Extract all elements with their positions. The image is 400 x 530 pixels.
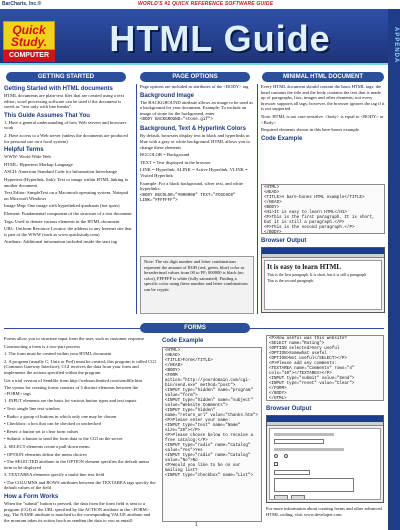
code-line: <INPUT type="submit" value="Send">	[269, 377, 355, 381]
heading-how-form-works: How a Form Works	[4, 494, 59, 501]
browser-page	[264, 260, 382, 310]
code-line: </BODY>	[269, 392, 287, 396]
page-options-column	[140, 84, 254, 254]
code-line: <OPTION>Somewhat useful	[269, 352, 327, 356]
browser-toolbar	[262, 254, 384, 258]
code-line: <P>This is the second paragraph.</P>	[264, 226, 355, 230]
paragraph: Constructing a form is a two-part process	[4, 343, 81, 349]
code-line: <P>Would you like to be on our mailing list?	[165, 464, 241, 473]
list-subitem: • Radio: a group of buttons in which only one may be chosen	[4, 413, 117, 419]
browser-toolbar	[267, 422, 383, 426]
code-line: <INPUT type="radio" name="Catalog" value="No">No	[165, 454, 251, 463]
forms-footer	[266, 506, 384, 522]
code-line: <INPUT type="text" name="Name" size="20"></P>	[165, 424, 241, 433]
heading-browser-output: Browser Output	[261, 238, 307, 244]
form-browser-window	[266, 415, 384, 503]
section-page-options: PAGE OPTIONS	[140, 72, 250, 82]
term: Image Map: One image with hyperlinked quadrants (hot spots)	[4, 203, 120, 209]
paragraph: Every HTML document should contain the basic HTML tags: the head contains the title and the body contains the text that is made up of paragraphs, lists, images and other elements; not every browser supports all tags; however, the browser ignores the tag if it is not supported	[261, 84, 385, 112]
code-line: <OPTION>Not useful</SELECT></P>	[269, 357, 347, 361]
browser-paragraph: This is the second paragraph.	[267, 278, 314, 283]
code-snippet: <BODY BACKGROUND="stone.gif">	[140, 118, 213, 123]
paragraph: When the "submit" button is pressed, the data from the form field is sent to a program (CGI) of the URL specified by the ACTION attribute in the <FORM> tag. The NAME attribute is matched to the corresponding VALUE attribute and the program takes its action (such as sending the data to you as email)	[4, 501, 151, 522]
code-line: <SELECT name="Rating">	[269, 342, 325, 346]
term: WWW: World Wide Web	[4, 154, 51, 160]
heading-background-image: Background Image	[140, 92, 195, 99]
logo-computer: COMPUTER	[3, 50, 55, 62]
list-item: 1. The form must be created within your HTML document	[4, 351, 112, 357]
heading-browser-output: Browser Output	[266, 406, 312, 412]
code-line: <FORM action="http://yourdomain.com/cgi-bin/send.exe" method="post">	[165, 374, 251, 388]
logo-quick-study: Quick Study.	[3, 21, 55, 50]
term: Tags: Used to denote various elements in the HTML document	[4, 218, 120, 224]
code-line: </FORM>	[269, 387, 287, 391]
browser-output-heading-wrap	[261, 236, 385, 246]
term: URL: Uniform Resource Locator; the address to any Internet site that is part of the WWW (such as www.quickstudy.com)	[4, 226, 132, 237]
term: Element: Fundamental component of the structure of a text document	[4, 210, 132, 216]
code-line: <HTML>	[165, 349, 181, 353]
paragraph: Forms allow you to structure input from the user, such as customer response	[4, 336, 145, 341]
column-divider	[136, 84, 137, 314]
term: Hypertext (Hyperlink, link): Text or image within HTML linking to another document	[4, 176, 129, 188]
side-tab-label: APPENDA	[393, 27, 399, 64]
quickstudy-logo	[3, 21, 55, 62]
heading-code-example: Code Example	[162, 338, 204, 344]
forms-code-box	[162, 347, 262, 522]
code-line: <P>Please choose below to receive a free catalog:</P>	[165, 434, 253, 443]
list-subitem: • Reset: a button set to clear form values	[4, 428, 79, 434]
code-line: <P>How useful was this website?	[269, 337, 347, 341]
code-line: <INPUT type="radio" name="Catalog" value="Yes">Yes	[165, 444, 251, 453]
code-line: <TITLE>Form</TITLE>	[165, 359, 213, 363]
comments-textarea[interactable]	[274, 478, 354, 492]
code-line: <HTML>	[264, 186, 280, 190]
section-forms: FORMS	[140, 323, 250, 333]
heading-code-example: Code Example	[261, 135, 303, 142]
list-item: BGCOLOR = Background	[140, 152, 190, 158]
code-line: <TEXTAREA name="Comments" rows="4" cols="40"></TEXTAREA></P>	[269, 367, 355, 376]
code-snippet: <BODY BGCOLOR="#000000" TEXT="#C0C0C0" LINK="#FFFFFF">	[140, 193, 236, 203]
minimal-html-column	[261, 84, 385, 186]
rating-select[interactable]	[274, 470, 310, 475]
list-item: 2. Have access to a Web server (unless the documents are produced for personal use on a local system)	[4, 132, 128, 144]
code-line: <INPUT type="hidden" name="return_url" value="thanks.htm">	[165, 409, 258, 418]
publisher-name: BarCharts, Inc.®	[2, 1, 42, 7]
color-note: Note: The six digit number and letter combinations represent the amount of RGB (red, green, blue) color as hexadecimal values from 00 to FF; 000000 is black (no color), FFFFFF is white (fully saturated). Finding a specific color using these number and letter combinations can be cryptic	[140, 256, 254, 314]
code-line: <INPUT type="hidden" name="program" value="form">	[165, 389, 253, 398]
radio-no[interactable]	[284, 454, 288, 458]
paragraph: Get a trial version of Sendfile from http://websun.limited.com/sendfile.htm	[4, 377, 143, 383]
list-subitem: • Checkbox: a box that can be checked or unchecked	[4, 421, 101, 427]
forms-text-column	[4, 336, 156, 522]
column-divider	[257, 84, 258, 314]
term: Text Editor: SimpleText on a Macintosh operating system, Notepad on Microsoft Windows	[4, 190, 129, 201]
mailing-list-checkbox[interactable]	[274, 462, 278, 466]
list-item: 2. A program (usually C, Unix or Perl) must be created; this program is called CGI (Common Gateway Interface); CGI receives the data from your form and implements the actions specified within the program	[4, 358, 156, 375]
paragraph: Example: For a black background, silver text, and white hyperlinks:	[140, 180, 244, 192]
list-subitem: • The SELECTED attribute in the OPTION element specifies the default menu item to be displayed	[4, 459, 149, 470]
radio-yes[interactable]	[274, 454, 278, 458]
heading-getting-started: Getting Started with HTML documents	[4, 86, 113, 92]
code-line: <HEAD>	[264, 191, 280, 195]
header-banner	[0, 9, 388, 65]
forms-code-heading-wrap	[162, 336, 262, 346]
paragraph: Required elements shown in this bare-bones example	[261, 127, 359, 133]
heading-helpful-terms: Helpful Terms	[4, 147, 44, 154]
minimal-code-box	[261, 184, 385, 234]
browser-window	[261, 247, 385, 313]
list-subitem: • Submit: a button to send the form data to the CGI on the server	[4, 436, 123, 442]
list-item: 1. Have a general understanding of how Web servers and browsers work	[4, 119, 127, 131]
heading-colors: Background, Text & Hyperlink Colors	[140, 126, 246, 133]
top-strip	[0, 0, 400, 9]
code-line: <P>Please add any comments:	[269, 362, 337, 366]
code-line: </HEAD>	[165, 364, 183, 368]
code-line: <INPUT type="checkbox" name="List">	[165, 474, 253, 478]
list-item: 1. INPUT elements are the basis for various button types and text inputs	[4, 398, 137, 404]
heading-assumptions: This Guide Assumes That You	[4, 112, 90, 119]
list-item: 2. SELECT elements create a pull-down menu	[4, 443, 90, 449]
code-line: <BODY>	[165, 369, 181, 373]
tagline: WORLD'S #1 QUICK REFERENCE SOFTWARE GUIDE	[138, 1, 274, 7]
form-text-line	[274, 448, 344, 451]
form-text-line	[274, 433, 334, 436]
list-subitem: • OPTION elements define the menu choices	[4, 451, 87, 457]
footer-note: For more information about creating forms and other advanced HTML coding, visit www.developer.com	[266, 506, 382, 517]
code-line: <TITLE>A bare-bones HTML example</TITLE>	[264, 196, 365, 200]
code-line: <HEAD>	[165, 354, 181, 358]
side-tab	[388, 9, 400, 530]
paragraph: Page options are included as attributes of the <BODY> tag	[140, 84, 249, 89]
paragraph: By default, browsers display text in black and hyperlinks in blue with a gray or white background. HTML allows you to change these elements	[140, 133, 250, 150]
paragraph: HTML documents are plain-text files that are created using a text editor; word processing software can be used if the document is saved as "text only with line breaks".	[4, 93, 124, 110]
list-subitem: • Text: single line text window	[4, 405, 61, 411]
code-line: </HEAD>	[264, 201, 282, 205]
page-title: HTML Guide	[109, 18, 331, 59]
list-item: TEXT = Text displayed in the browser	[140, 159, 211, 165]
getting-started-column	[4, 84, 132, 316]
forms-output-heading-wrap	[266, 404, 384, 414]
browser-paragraph: This is the first paragraph. It is short, but it is still a paragraph.	[267, 272, 367, 277]
form-name-input[interactable]	[274, 439, 324, 444]
code-line: </BODY>	[264, 231, 282, 234]
browser-page	[269, 428, 381, 500]
page-number: 1	[195, 522, 198, 528]
code-line: <OPTION selected>Very useful	[269, 347, 340, 351]
code-line: <BODY>	[264, 206, 280, 210]
term: Attribute: Additional information included inside the start tag	[4, 239, 117, 245]
clear-button[interactable]	[291, 495, 305, 500]
list-subitem: • The COLUMNS and ROWS attributes between the TEXTAREA tags specify the default values of the field	[4, 479, 156, 491]
section-getting-started: GETTING STARTED	[6, 72, 126, 82]
list-item: 3. TEXTAREA elements specify a multi-line text field	[4, 472, 105, 478]
forms-code-continued	[266, 335, 384, 401]
term: HTML: Hypertext Markup Language	[4, 161, 73, 167]
browser-heading: It is easy to learn HTML	[267, 263, 342, 271]
term: ASCII: American Standard Code for Information Interchange	[4, 169, 118, 175]
send-button[interactable]	[274, 495, 288, 500]
paragraph: The BACKGROUND attribute allows an image to be used as a background for your document. Example: To include an image of stone for the background, enter	[140, 99, 253, 116]
code-line: <INPUT type="reset" value="Clear">	[269, 382, 355, 386]
paragraph: The syntax for creating forms consists of 3 distinct elements between the <FORM> tags	[4, 385, 139, 396]
section-minimal-html: MINIMAL HTML DOCUMENT	[262, 72, 384, 82]
list-item: LINK = Hyperlink, ALINK = Active Hyperlink, VLINK = Visited Hyperlink	[140, 167, 248, 178]
code-line: <P>Please enter your name:	[165, 419, 231, 423]
code-line: <P>This is the first paragraph. It is short, but it is still a paragraph.</P>	[264, 216, 375, 225]
paragraph: Note: HTML is not case sensitive. <body> is equal to <BODY> or <Body>	[261, 113, 384, 125]
code-line: <H1>It is easy to learn HTML</H1>	[264, 211, 347, 215]
code-line: </HTML>	[269, 397, 287, 401]
code-line: <INPUT type="hidden" name="subject" value="Website Comments">	[165, 399, 253, 408]
